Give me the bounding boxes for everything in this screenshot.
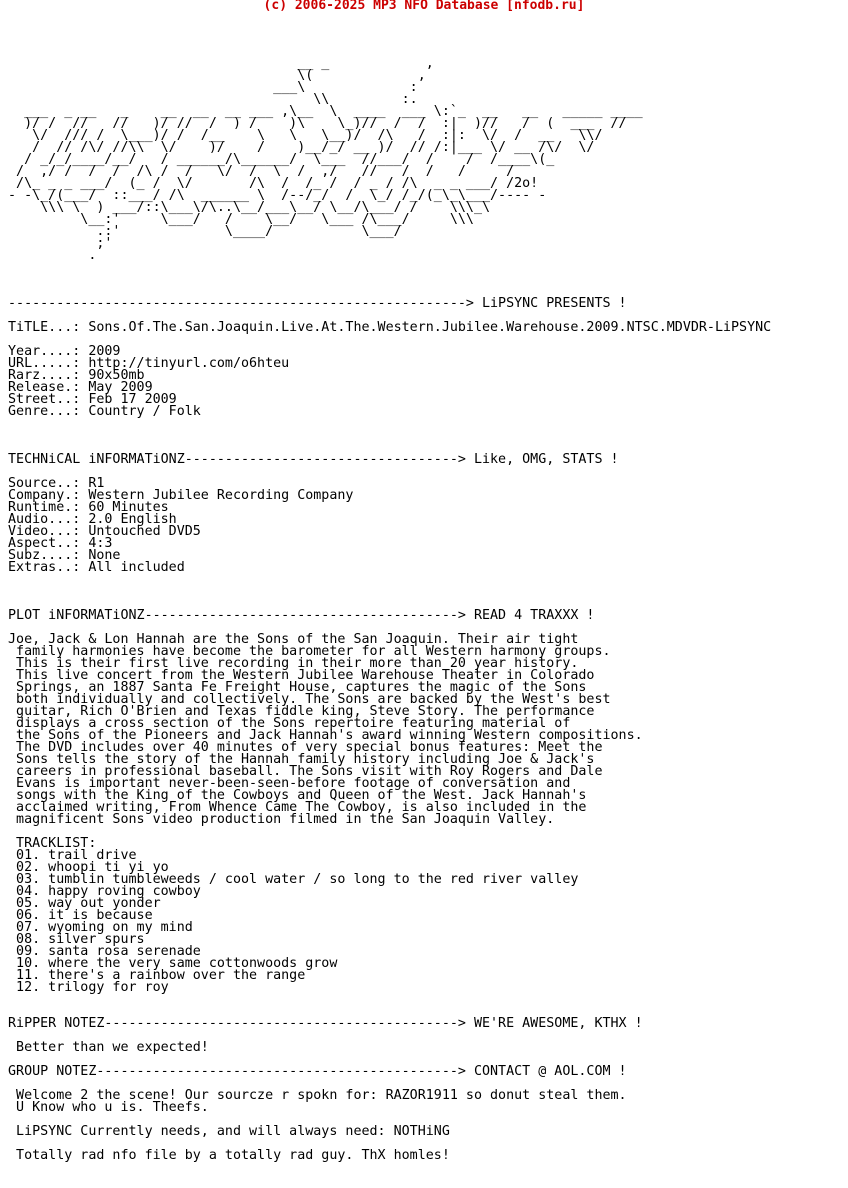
nfo-line: family harmonies have become the barometer for all Western harmony groups. (8, 644, 611, 659)
nfo-line: 12. trilogy for roy (8, 980, 169, 995)
nfo-line: /\_ _ _ ___/ (_ / \/ /\ / /_ / / _ / /\ _ _ ___/ /2o! (8, 176, 539, 191)
nfo-line: URL.....: http://tinyurl.com/o6hteu (8, 356, 290, 371)
nfo-line: ---------------------------------------------------------> LiPSYNC PRESENTS ! (8, 296, 627, 311)
nfo-line: )/ / // // )/ // / ) / )\ \_)// / / :| )// / ( ___ // (8, 116, 627, 131)
nfo-line: both individually and collectively. The Sons are backed by the West's best (8, 692, 611, 707)
nfo-line: Video...: Untouched DVD5 (8, 524, 201, 539)
nfo-line (8, 262, 771, 274)
nfo-line: LiPSYNC Currently needs, and will always need: NOTHiNG (8, 1124, 450, 1139)
nfo-line: Joe, Jack & Lon Hannah are the Sons of the San Joaquin. Their air tight (8, 632, 579, 647)
nfo-line: ___ _ __ _ __ __ __ ___ ,\__ \ ____ ___ \:`_ __ __ _____ ____ (8, 104, 643, 119)
nfo-line: Rarz....: 90x50mb (8, 368, 145, 383)
nfo-line: \\\ \ ) ___/::\___\/\..\__/___\__/ \__/\___/ / \\\_\ (8, 200, 491, 215)
nfo-line: Extras..: All included (8, 560, 185, 575)
nfo-line: ;' (8, 236, 113, 251)
nfo-line (8, 574, 771, 586)
nfo-line: TiTLE...: Sons.Of.The.San.Joaquin.Live.At.The.Western.Jubilee.Warehouse.2009.NTSC.MDVDR-LiPSYNC (8, 320, 772, 335)
nfo-line: / ,/ / / / /\ / / \/ / \ / ,/ // / / / / (8, 164, 515, 179)
nfo-line: careers in professional baseball. The Sons visit with Roy Rogers and Dale (8, 764, 603, 779)
nfo-line: 09. santa rosa serenade (8, 944, 201, 959)
nfo-line: Aspect..: 4:3 (8, 536, 113, 551)
nfo-line: TRACKLIST: (8, 836, 97, 851)
nfo-line: Company.: Western Jubilee Recording Company (8, 488, 354, 503)
nfo-line: GROUP NOTEZ---------------------------------------------> CONTACT @ AOL.COM ! (8, 1064, 627, 1079)
nfo-line (8, 994, 771, 1006)
nfo-line: \\ :. (8, 92, 418, 107)
nfo-line: 01. trail drive (8, 848, 137, 863)
nfo-line: PLOT iNFORMATiONZ---------------------------------------> READ 4 TRAXXX ! (8, 608, 595, 623)
nfo-line: . (8, 248, 97, 263)
nfo-line: Evans is important never-been-seen-before footage of conversation and (8, 776, 571, 791)
nfo-line: displays a cross section of the Sons repertoire featuring material of (8, 716, 571, 731)
nfo-line: 03. tumblin tumbleweeds / cool water / so long to the red river valley (8, 872, 579, 887)
nfo-line: .:' \____/ \___/ (8, 224, 402, 239)
nfo-line: This live concert from the Western Jubilee Warehouse Theater in Colorado (8, 668, 595, 683)
nfo-line: The DVD includes over 40 minutes of very special bonus features: Meet the (8, 740, 603, 755)
nfo-line: guitar, Rich O'Brien and Texas fiddle king, Steve Story. The performance (8, 704, 595, 719)
nfo-line: 02. whoopi ti yi yo (8, 860, 169, 875)
nfo-line: Source..: R1 (8, 476, 105, 491)
nfo-line: 08. silver spurs (8, 932, 145, 947)
nfo-line: - -\_/(___/ ::___/ /\ ______ \ /--/_/ / \_/ /_/(_\_\___/---- - (8, 188, 547, 203)
nfo-line: acclaimed writing, From Whence Came The Cowboy, is also included in the (8, 800, 587, 815)
nfo-line (8, 430, 771, 442)
nfo-line: \( , (8, 68, 426, 83)
nfo-line: \__:' \___/ / \__/ \___ /\___/ \\\ (8, 212, 474, 227)
nfo-line: 06. it is because (8, 908, 153, 923)
nfo-line: Springs, an 1887 Santa Fe Freight House, captures the magic of the Sons (8, 680, 587, 695)
nfo-line: 10. where the very same cottonwoods grow (8, 956, 338, 971)
nfo-line: the Sons of the Pioneers and Jack Hannah's award winning Western compositions. (8, 728, 643, 743)
nfo-line: __ _ , (8, 56, 434, 71)
nfo-line (8, 826, 771, 838)
nfo-line: Subz....: None (8, 548, 121, 563)
nfo-line: U Know who u is. Theefs. (8, 1100, 209, 1115)
nfo-line (8, 274, 771, 286)
nfo-line: Totally rad nfo file by a totally rad guy. ThX homles! (8, 1148, 450, 1163)
nfo-line: TECHNiCAL iNFORMATiONZ----------------------------------> Like, OMG, STATS ! (8, 452, 619, 467)
nfo-line: Genre...: Country / Folk (8, 404, 201, 419)
nfo-line: 11. there's a rainbow over the range (8, 968, 306, 983)
nfo-line: Street..: Feb 17 2009 (8, 392, 177, 407)
nfo-line: 07. wyoming on my mind (8, 920, 193, 935)
nfodb-credit-header: (c) 2006-2025 MP3 NFO Database [nfodb.ru] (263, 0, 585, 13)
nfo-text-body (8, 58, 771, 1162)
nfo-line: Better than we expected! (8, 1040, 209, 1055)
nfo-line: ___\ : (8, 80, 418, 95)
nfo-line (8, 418, 771, 430)
nfo-line: 05. way out yonder (8, 896, 161, 911)
nfo-line: / // /\/ //\\ \/ )/ / )__/_/ __ )/ // /:|___ \/ __ /\/ \/ (8, 140, 595, 155)
nfo-line: \/ /// / \___)/ / /__ \ \ \__)/ /\ / :|: \/ / __ \\/ (8, 128, 603, 143)
nfo-line: Release.: May 2009 (8, 380, 153, 395)
nfo-line: songs with the King of the Cowboys and Queen of the West. Jack Hannah's (8, 788, 587, 803)
nfo-line (8, 586, 771, 598)
nfo-line: / _/_/____/__/ / ______/\______/ \___ //___/ / / /____\(_ (8, 152, 555, 167)
nfo-line: Welcome 2 the scene! Our sourcze r spokn for: RAZOR1911 so donut steal them. (8, 1088, 627, 1103)
nfo-line: Audio...: 2.0 English (8, 512, 177, 527)
nfo-line (8, 466, 771, 478)
nfo-line: Sons tells the story of the Hannah family history including Joe & Jack's (8, 752, 595, 767)
nfo-line: RiPPER NOTEZ--------------------------------------------> WE'RE AWESOME, KTHX ! (8, 1016, 643, 1031)
nfo-line: This is their first live recording in their more than 20 year history. (8, 656, 579, 671)
nfo-line: 04. happy roving cowboy (8, 884, 201, 899)
nfo-line: Runtime.: 60 Minutes (8, 500, 169, 515)
nfo-line: Year....: 2009 (8, 344, 121, 359)
nfo-line (8, 334, 771, 346)
nfo-line: magnificent Sons video production filmed in the San Joaquin Valley. (8, 812, 555, 827)
